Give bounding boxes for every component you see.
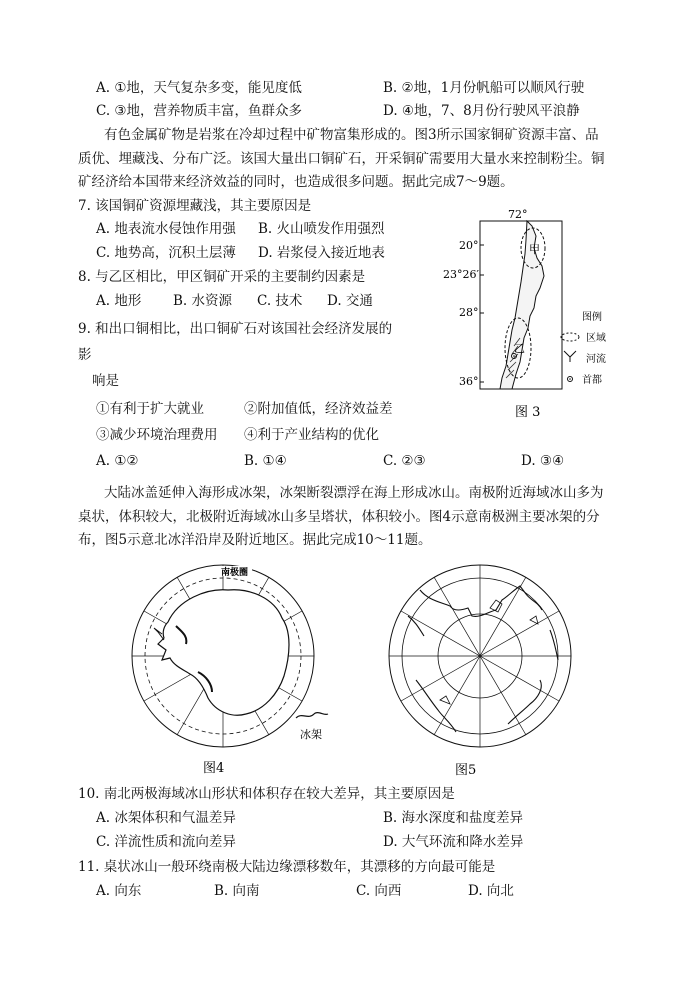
q9-item-3: ③减少环境治理费用 <box>96 427 218 443</box>
q6-option-c: C. ③地，营养物质丰富，鱼群众多 <box>96 103 303 119</box>
q6-option-a: A. ①地，天气复杂多变，能见度低 <box>96 80 302 96</box>
q9-item-4: ④利于产业结构的优化 <box>244 427 379 443</box>
fig3-legend-region-symbol <box>561 333 579 341</box>
fig4-legend-ice-shelf: 冰架 <box>300 728 322 741</box>
q10-option-a: A. 冰架体积和气温差异 <box>96 810 236 826</box>
q9-option-a: A. ①② <box>96 453 139 469</box>
q7-option-a: A. 地表流水侵蚀作用强 <box>96 221 236 237</box>
q9-option-d: D. ③④ <box>521 453 565 469</box>
fig3-caption: 图 3 <box>515 405 541 420</box>
fig3-lat-28: 28° <box>459 306 479 319</box>
q9-stem-line2: 影 <box>78 347 92 363</box>
q8-option-b: B. 水资源 <box>173 293 233 309</box>
q8-option-c: C. 技术 <box>257 293 303 309</box>
fig3-longitude-label: 72° <box>508 208 528 221</box>
q10-option-c: C. 洋流性质和流向差异 <box>96 834 236 850</box>
q10-option-b: B. 海水深度和盐度差异 <box>383 810 524 826</box>
q10-option-d: D. 大气环流和降水差异 <box>383 834 524 850</box>
passage1-line3: 矿经济给本国带来经济效益的同时，也造成很多问题。据此完成7～9题。 <box>78 174 514 190</box>
q9-item-1: ①有利于扩大就业 <box>96 401 204 417</box>
fig3-legend-region: 区域 <box>586 333 606 344</box>
fig3-legend-capital: 首都 <box>582 375 602 386</box>
fig4-legend-ice-shelf-symbol <box>296 713 328 718</box>
q8-option-a: A. 地形 <box>96 293 142 309</box>
q8-stem: 8. 与乙区相比，甲区铜矿开采的主要制约因素是 <box>78 269 366 285</box>
fig5-islands <box>440 600 538 704</box>
q9-option-c: C. ②③ <box>383 453 426 469</box>
q11-option-d: D. 向北 <box>468 883 514 899</box>
fig3-label-yi: 乙 <box>514 342 525 355</box>
fig3-legend-title: 图例 <box>582 312 602 323</box>
q6-option-b: B. ②地，1月份帆船可以顺风行驶 <box>383 80 585 96</box>
fig5-meridians <box>389 565 571 747</box>
fig4-antarctica-outline <box>158 590 289 715</box>
fig5-caption: 图5 <box>455 763 477 778</box>
q9-stem-line3: 响是 <box>92 373 119 389</box>
q9-option-b: B. ①④ <box>244 453 287 469</box>
fig3-lat-36: 36° <box>459 375 479 388</box>
q7-stem: 7. 该国铜矿资源埋藏浅，其主要原因是 <box>78 198 312 214</box>
fig3-lat-2326: 23°26′ <box>443 268 479 281</box>
q7-option-b: B. 火山喷发作用强烈 <box>258 221 385 237</box>
passage2-line2: 桌状，体积较大，北极附近海域冰山多呈塔状，体积较小。图4示意南极洲主要冰架的分 <box>78 509 600 525</box>
fig4-peninsula <box>154 628 164 640</box>
fig3-legend-river: 河流 <box>586 354 606 365</box>
passage2-line1: 大陆冰盖延伸入海形成冰架，冰架断裂漂浮在海上形成冰山。南极附近海域冰山多为 <box>104 485 604 501</box>
passage1-line1: 有色金属矿物是岩浆在冷却过程中矿物富集形成的。图3所示国家铜矿资源丰富、品 <box>104 127 599 143</box>
figure3-map <box>430 204 626 424</box>
fig3-legend-river-symbol <box>564 351 576 362</box>
fig5-coastlines <box>408 586 558 732</box>
q7-option-c: C. 地势高，沉积土层薄 <box>96 245 236 261</box>
q11-option-b: B. 向南 <box>214 883 260 899</box>
fig3-label-jia: 甲 <box>529 243 540 256</box>
figure5-arctic-map <box>380 560 580 785</box>
q11-stem: 11. 桌状冰山一般环绕南极大陆边缘漂移数年，其漂移的方向最可能是 <box>78 859 496 875</box>
q7-option-d: D. 岩浆侵入接近地表 <box>258 245 385 261</box>
figure4-antarctica-map <box>128 560 348 785</box>
q9-item-2: ②附加值低，经济效益差 <box>244 401 393 417</box>
q11-option-c: C. 向西 <box>356 883 402 899</box>
q6-option-d: D. ④地，7、8月份行驶风平浪静 <box>383 103 580 119</box>
fig4-caption: 图4 <box>203 761 225 776</box>
q11-option-a: A. 向东 <box>96 883 142 899</box>
fig3-lat-20: 20° <box>459 239 479 252</box>
q8-option-d: D. 交通 <box>327 293 373 309</box>
passage2-line3: 布，图5示意北冰洋沿岸及附近地区。据此完成10～11题。 <box>78 532 432 548</box>
fig4-antarctic-circle-label: 南极圈 <box>221 568 249 578</box>
q9-stem-line1: 9. 和出口铜相比，出口铜矿石对该国社会经济发展的 <box>78 321 393 337</box>
passage1-line2: 质优、埋藏浅、分布广泛。该国大量出口铜矿石，开采铜矿需要用大量水来控制粉尘。铜 <box>78 151 605 167</box>
q10-stem: 10. 南北两极海域冰山形状和体积存在较大差异，其主要原因是 <box>78 786 455 802</box>
